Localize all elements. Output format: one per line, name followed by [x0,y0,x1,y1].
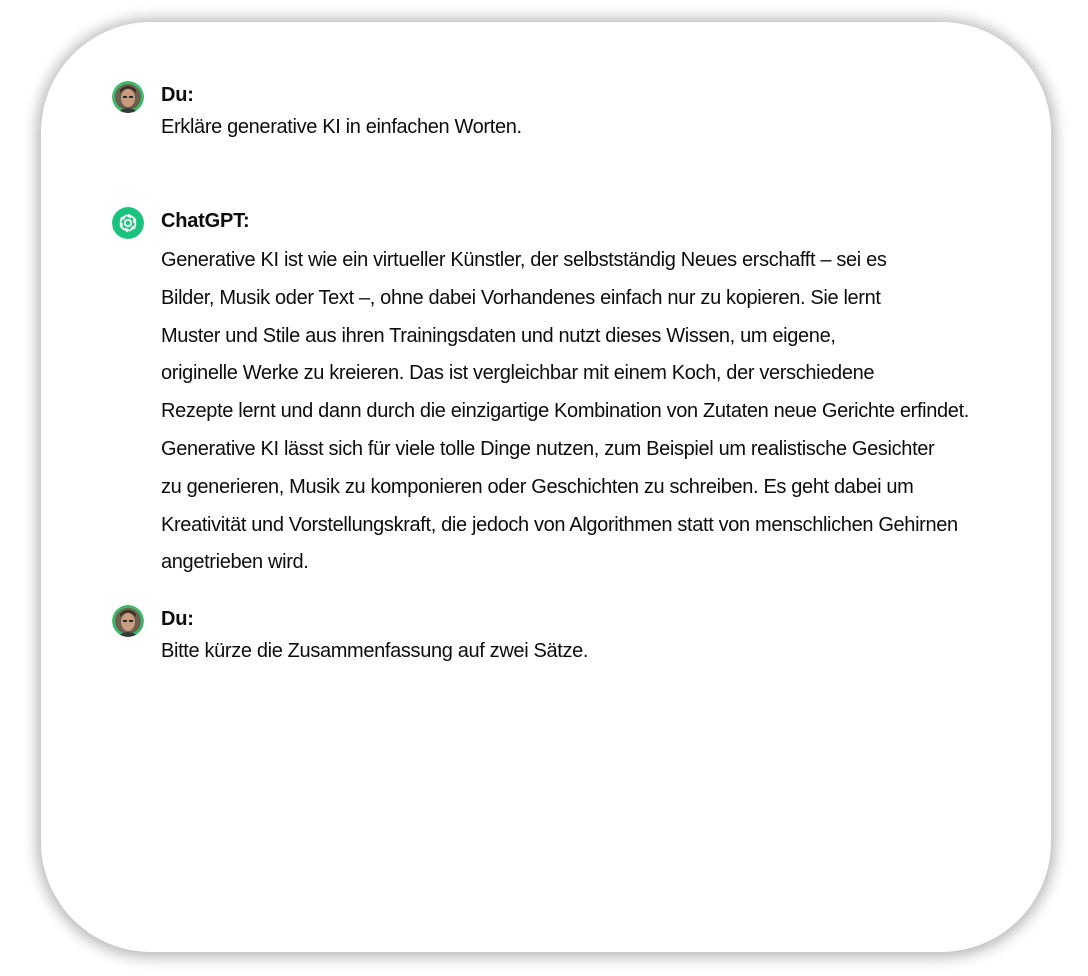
message-line: originelle Werke zu kreieren. Das ist vergleichbar mit einem Koch, der verschiedene [161,362,875,385]
message-line: zu generieren, Musik zu komponieren oder Geschichten zu schreiben. Es geht dabei um [161,475,914,498]
message-line: angetrieben wird. [161,551,309,574]
user-avatar [112,81,144,113]
message-line: Generative KI lässt sich für viele tolle Dinge nutzen, zum Beispiel um realistische Gesichter [161,437,935,460]
message-line: Muster und Stile aus ihren Trainingsdaten und nutzt dieses Wissen, um eigene, [161,324,836,347]
message-author: Du: [161,608,194,630]
openai-logo-icon [112,207,144,239]
message-line: Rezepte lernt und dann durch die einzigartige Kombination von Zutaten neue Gerichte erfindet. [161,400,969,423]
message-author: Du: [161,84,194,106]
message-text [161,114,522,140]
message-line: Erkläre generative KI in einfachen Worten. [161,116,522,138]
user-avatar [112,605,144,637]
message-text [161,638,588,664]
message-line: Kreativität und Vorstellungskraft, die jedoch von Algorithmen statt von menschlichen Gehirnen [161,513,958,536]
message-line: Generative KI ist wie ein virtueller Künstler, der selbstständig Neues erschafft – sei es [161,249,887,271]
message-line: Bilder, Musik oder Text –, ohne dabei Vorhandenes einfach nur zu kopieren. Sie lernt [161,286,881,309]
message-text [161,242,969,582]
message-line: Bitte kürze die Zusammenfassung auf zwei Sätze. [161,640,589,662]
message-author: ChatGPT: [161,210,250,232]
